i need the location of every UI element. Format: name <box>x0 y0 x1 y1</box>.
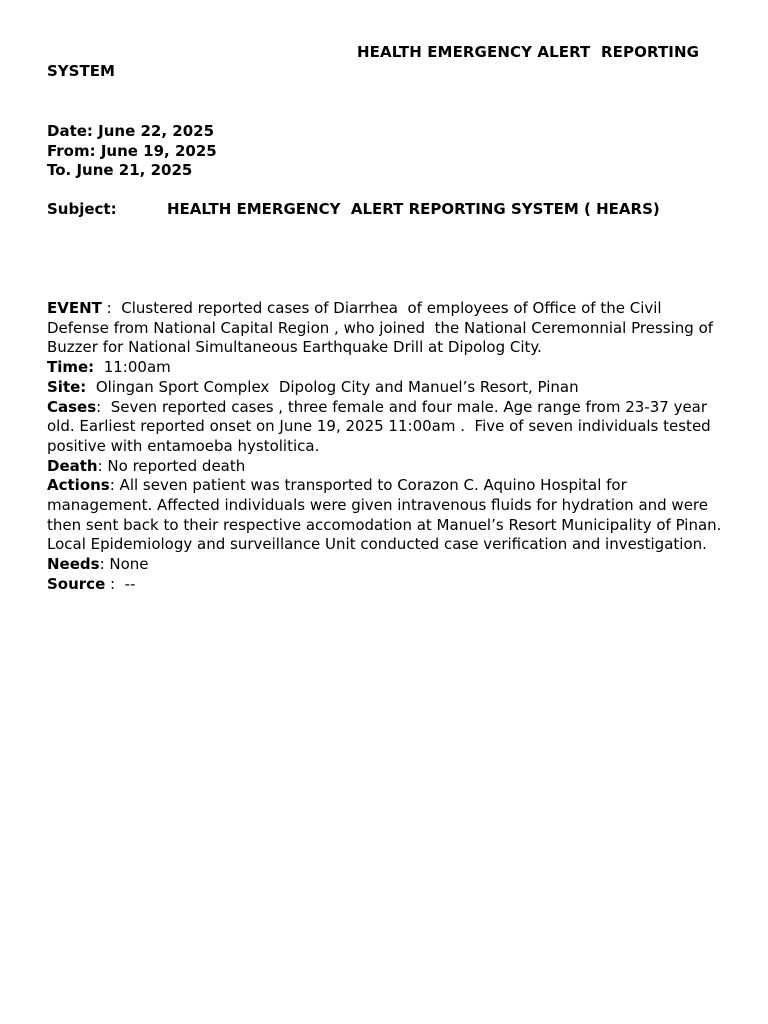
source-paragraph <box>47 575 727 595</box>
event-paragraph <box>47 299 727 358</box>
event-label: EVENT <box>47 299 102 317</box>
subject-label: Subject: <box>47 200 117 218</box>
period-to: To. June 21, 2025 <box>47 161 193 180</box>
site-text: Olingan Sport Complex Dipolog City and Manuel’s Resort, Pinan <box>86 377 579 396</box>
time-text: 11:00am <box>94 358 171 377</box>
document-title-line1: HEALTH EMERGENCY ALERT REPORTING <box>357 43 700 61</box>
source-text: : -- <box>105 574 136 593</box>
time-paragraph <box>47 358 727 378</box>
death-text: : No reported death <box>97 456 246 475</box>
actions-label: Actions <box>47 476 110 495</box>
needs-label: Needs <box>47 555 100 574</box>
site-label: Site: <box>47 377 87 396</box>
source-label: Source <box>47 574 106 593</box>
time-label: Time: <box>47 358 95 377</box>
site-paragraph <box>47 378 727 398</box>
cases-text: : Seven reported cases , three female and four male. Age range from 23-37 year old. Earliest reported onset on June 19, 2025 11:00am . Five of seven individuals tested positive with entamoeba hystolitica. <box>47 397 716 455</box>
cases-paragraph <box>47 398 727 457</box>
report-body <box>47 299 727 595</box>
death-label: Death <box>47 456 98 475</box>
death-paragraph <box>47 457 727 477</box>
subject-line <box>47 200 660 218</box>
period-from: From: June 19, 2025 <box>47 141 217 160</box>
document-title-line2: SYSTEM <box>47 62 115 80</box>
needs-paragraph <box>47 555 727 575</box>
cases-label: Cases <box>47 397 97 416</box>
needs-text: : None <box>99 555 149 574</box>
actions-text: : All seven patient was transported to Corazon C. Aquino Hospital for management. Affected individuals were given intravenous fluids for hydration and were then sent back to their respective accomodation at Manuel’s Resort Municipality of Pinan. Local Epidemiology and surveillance Unit conducted case verification and investigation. <box>47 476 722 554</box>
date-block <box>47 122 217 181</box>
event-text: : Clustered reported cases of Diarrhea of employees of Office of the Civil Defense from National Capital Region , who joined the National Ceremonnial Pressing of Buzzer for National Simultaneous Earthquake Drill at Dipolog City. <box>47 299 718 357</box>
subject-text: HEALTH EMERGENCY ALERT REPORTING SYSTEM ( HEARS) <box>167 200 660 218</box>
report-date: Date: June 22, 2025 <box>47 122 215 140</box>
actions-paragraph <box>47 476 727 555</box>
